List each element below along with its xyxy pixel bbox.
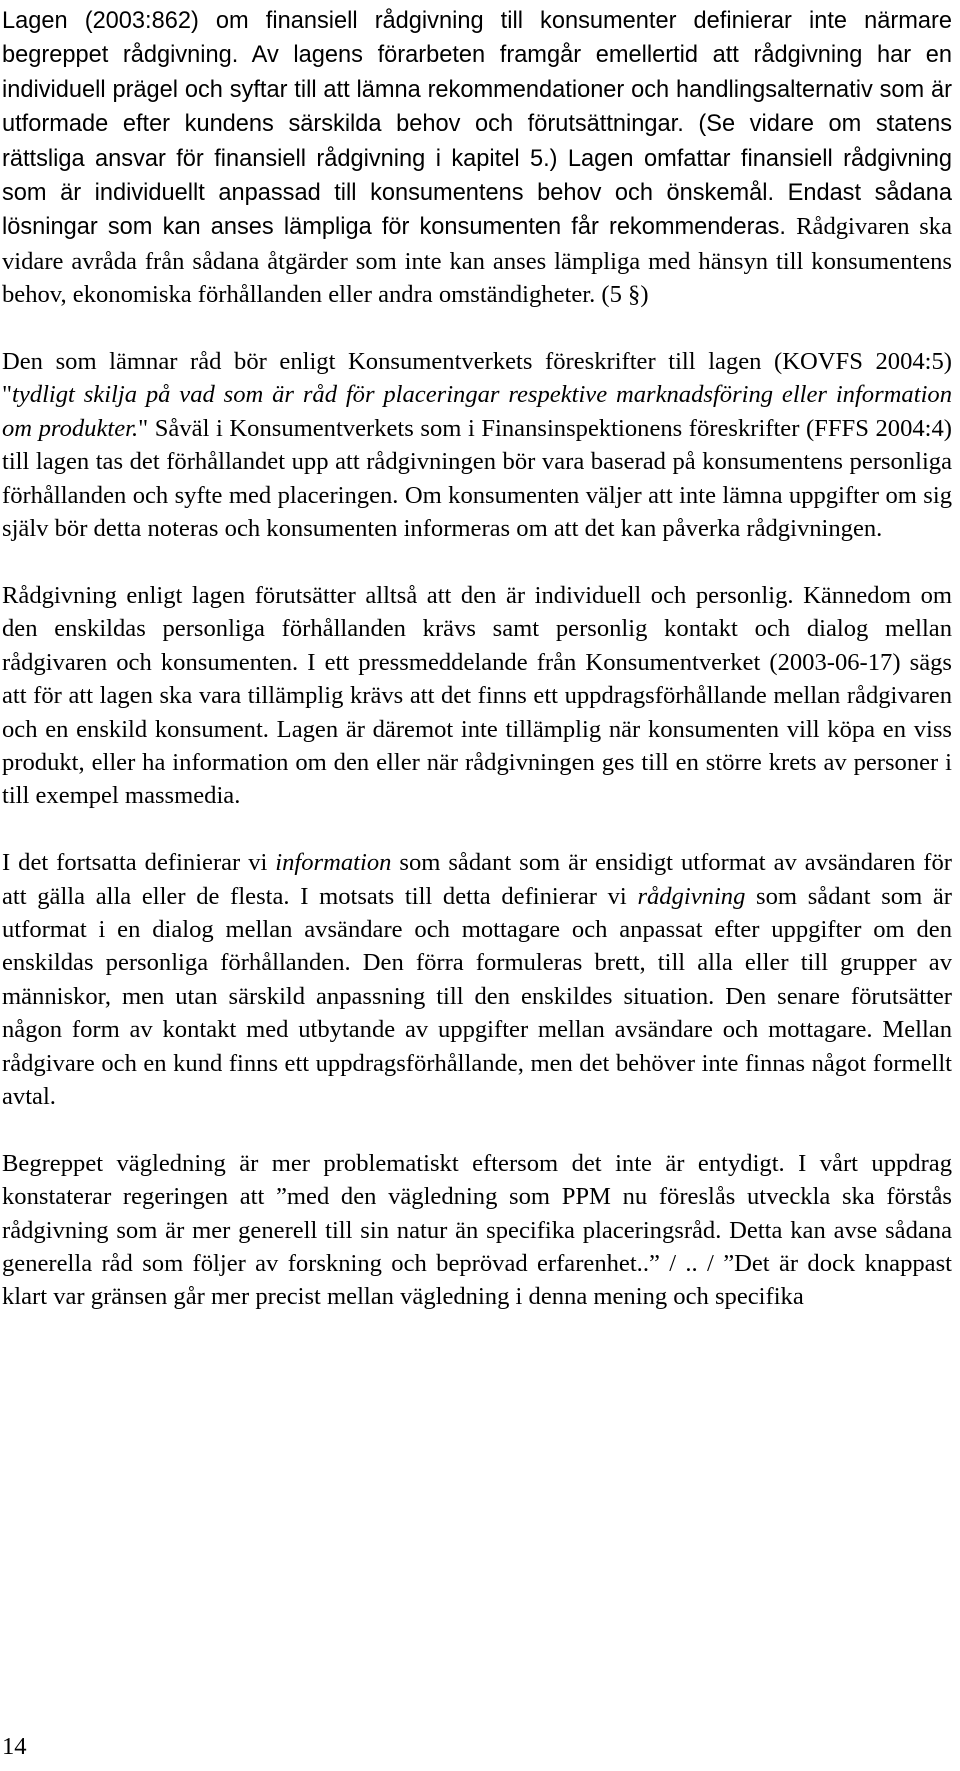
text-segment: Den som lämnar råd bör enligt Konsumentverkets föreskrifter till lagen (KOVFS 2004:5) "	[2, 348, 952, 409]
text-segment: Rådgivning enligt lagen förutsätter alltså att den är individuell och personlig. Kännedom om den enskildas personliga förhållanden krävs samt personlig kontakt och dialog mellan rådgivaren och konsumenten. I ett pressmeddelande från Konsumentverket (2003-06-17) sägs att för att lagen ska vara tillämplig krävs att det finns ett uppdragsförhållande mellan rådgivaren och en enskild konsument. Lagen är däremot inte tillämplig när konsumenten vill köpa en viss produkt, eller ha information om den eller när rådgivningen ges till en större krets av personer i till exempel massmedia.	[2, 581, 952, 810]
paragraph-1	[2, 4, 952, 312]
text-segment: Rådgivaren ska vidare avråda från sådana åtgärder som inte kan anses lämpliga med hänsyn till konsumentens behov, ekonomiska förhållanden eller andra omständigheter. (5 §)	[2, 213, 952, 309]
italic-quote: tydligt skilja på vad som är råd för placeringar respektive marknadsföring eller information om produkter.	[2, 381, 952, 442]
paragraph-2	[2, 345, 952, 545]
text-segment: Begreppet vägledning är mer problematiskt eftersom det inte är entydigt. I vårt uppdrag konstaterar regeringen att ”med den vägledning som PPM nu föreslås utveckla ska förstås rådgivning som är mer generell till sin natur än specifika placeringsråd. Detta kan avse sådana generella råd som följer av forskning och beprövad erfarenhet..” / .. / ”Det är dock knappast klart var gränsen går mer precist mellan vägledning i denna mening och specifika	[2, 1149, 952, 1311]
paragraph-5	[2, 1147, 952, 1314]
text-segment: (Se vidare om statens rättsliga ansvar för finansiell rådgivning i kapitel 5.)	[2, 111, 952, 172]
text-segment: som sådant som är ensidigt utformat av avsändaren för att gälla alla eller de flesta. I motsats till detta definierar vi	[2, 849, 952, 910]
page-number: 14	[2, 1733, 27, 1760]
paragraph-3	[2, 579, 952, 813]
text-segment: I det fortsatta definierar vi	[2, 849, 276, 877]
text-segment: " Såväl i Konsumentverkets som i Finansinspektionens föreskrifter (FFFS 2004:4) till lagen tas det förhållandet upp att rådgivningen bör vara baserad på konsumentens personliga förhållanden och syfte med placeringen. Om konsumenten väljer att inte lämna uppgifter om sig själv bör detta noteras och konsumenten informeras om att det kan påverka rådgivningen.	[2, 414, 952, 543]
paragraph-4	[2, 846, 952, 1113]
text-segment: Lagen (2003:862) om finansiell rådgivning till konsumenter definierar inte närmare begreppet rådgivning. Av lagens förarbeten framgår emellertid att rådgivning har en individuell prägel och syftar till att lämna rekommendationer och handlingsalternativ som är utformade efter kundens särskilda behov och förutsättningar.	[2, 8, 952, 138]
body-text	[2, 4, 952, 1314]
text-segment: som sådant som är utformat i en dialog mellan avsändare och mottagare och anpassat efter uppgifter om den enskildas personliga förhållanden. Den förra formuleras brett, till alla eller till grupper av människor, men utan särskild anpassning till den enskildes situation. Den senare förutsätter någon form av kontakt med utbytande av uppgifter mellan avsändare och mottagare. Mellan rådgivare och en kund finns ett uppdragsförhållande, men det behöver inte finnas något formellt avtal.	[2, 882, 952, 1110]
text-segment: Lagen omfattar finansiell rådgivning som är individuellt anpassad till konsumentens behov och önskemål. Endast sådana lösningar som kan anses lämpliga för konsumenten får rekommenderas.	[2, 145, 952, 241]
italic-term-radgivning: rådgivning	[637, 882, 746, 910]
italic-term-information: information	[275, 849, 392, 877]
